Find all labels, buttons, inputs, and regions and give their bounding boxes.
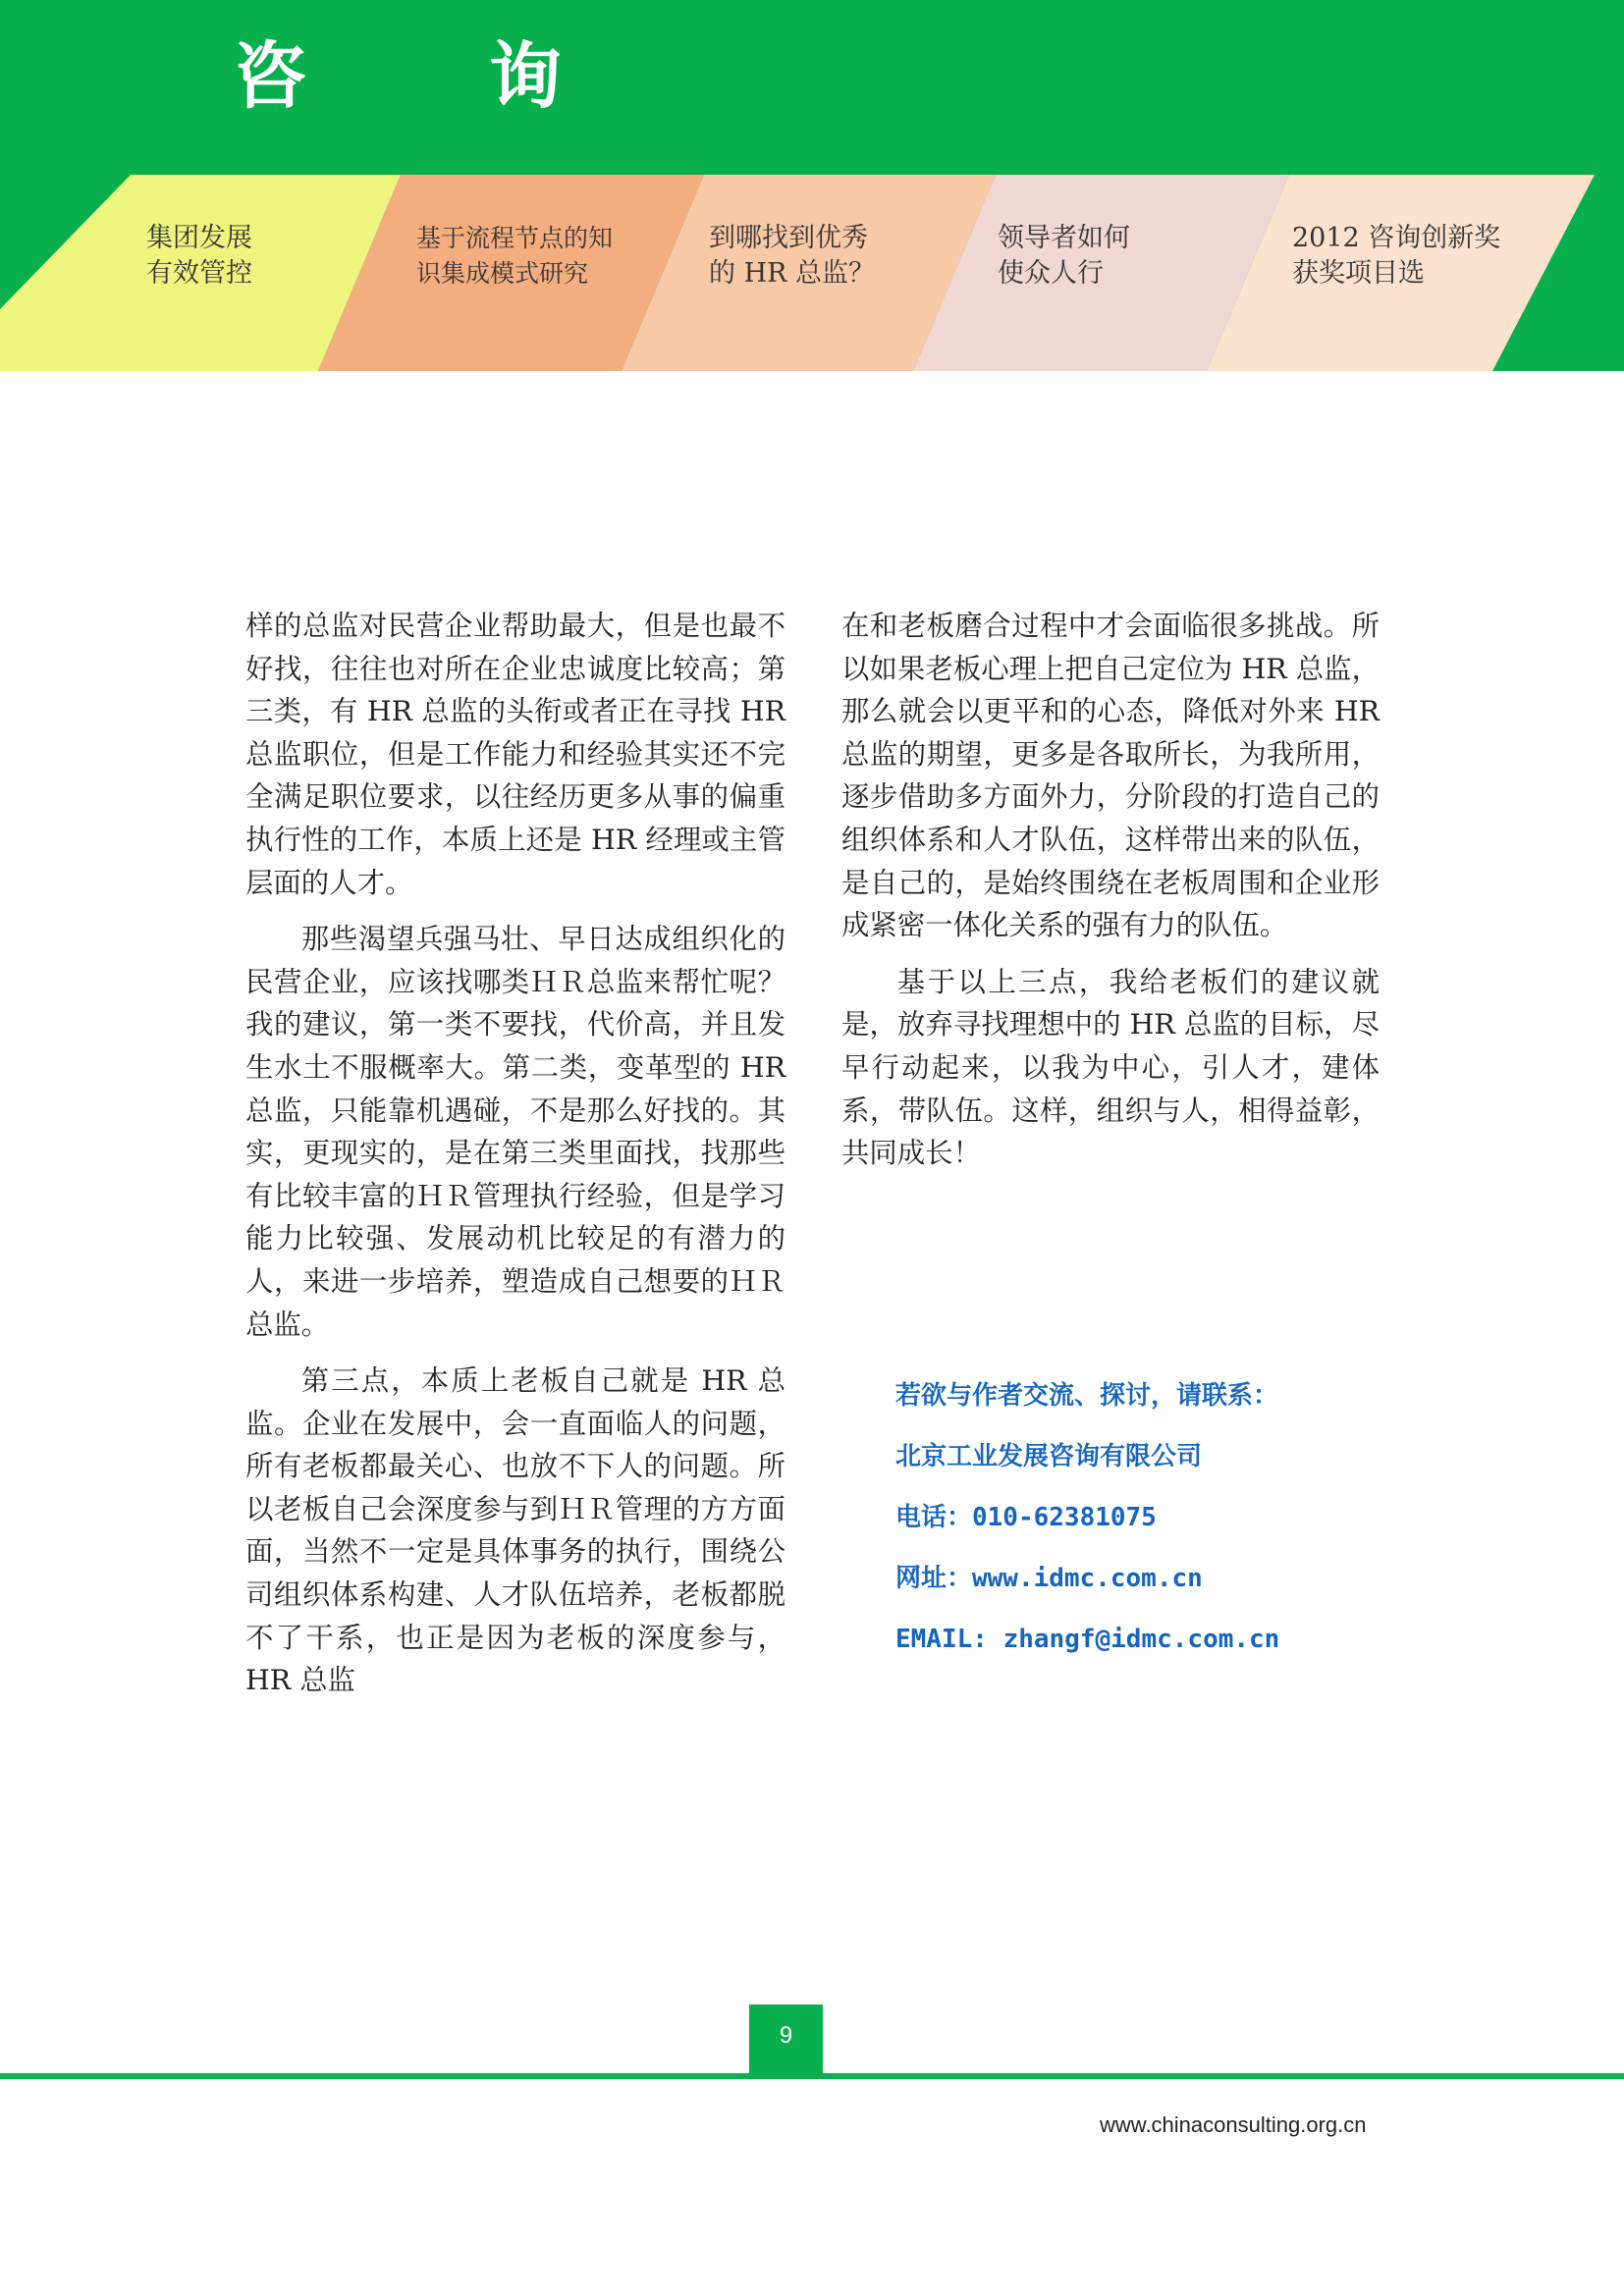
paragraph: 第三点，本质上老板自己就是 HR 总监。企业在发展中，会一直面临人的问题，所有老板都最关心、也放不下人的问题。所以老板自己会深度参与到ＨＲ管理的方方面面，当然不一定是具体事务的执行，围绕公司组织体系构建、人才队伍培养，老板都脱不了干系，也正是因为老板的深度参与，HR 总监 [245, 1364, 785, 1697]
contact-company: 北京工业发展咨询有限公司 [895, 1442, 1203, 1471]
article-column-left [245, 605, 785, 1716]
paragraph: 基于以上三点，我给老板们的建议就是，放弃寻找理想中的 HR 总监的目标，尽早行动起来，以我为中心，引人才，建体系，带队伍。这样，组织与人，相得益彰，共同成长！ [841, 965, 1380, 1170]
tab-label-group-control[interactable]: 集团发展 有效管控 [146, 223, 252, 289]
paragraph: 样的总监对民营企业帮助最大，但是也最不好找，往往也对所在企业忠诚度比较高；第三类，有 HR 总监的头衔或者正在寻找 HR 总监职位，但是工作能力和经验其实还不完全满足职位要求，以往经历更多从事的偏重执行性的工作，本质上还是 HR 经理或主管层面的人才。 [245, 610, 785, 899]
article-column-right [841, 605, 1380, 1189]
contact-email-link[interactable]: EMAIL: zhangf@idmc.com.cn [895, 1625, 1280, 1654]
tab-label-find-hr-director[interactable]: 到哪找到优秀 的 HR 总监？ [709, 223, 876, 289]
contact-block [895, 1374, 1279, 1679]
section-title: 咨 询 [234, 34, 640, 119]
footer-website-link[interactable]: www.chinaconsulting.org.cn [1100, 2112, 1367, 2137]
contact-phone: 电话：010-62381075 [895, 1503, 1157, 1532]
page-number: 9 [749, 2004, 823, 2073]
tab-label-innovation-award[interactable]: 2012 咨询创新奖 获奖项目选 [1292, 223, 1501, 289]
contact-intro: 若欲与作者交流、探讨，请联系： [895, 1381, 1279, 1411]
contact-website-link[interactable]: 网址：www.idmc.com.cn [895, 1564, 1203, 1593]
tab-label-knowledge-integration[interactable]: 基于流程节点的知 识集成模式研究 [416, 224, 614, 288]
tab-strip [0, 0, 1624, 371]
tab-label-leadership[interactable]: 领导者如何 使众人行 [998, 223, 1130, 289]
paragraph: 那些渴望兵强马壮、早日达成组织化的民营企业，应该找哪类ＨＲ总监来帮忙呢？我的建议，第一类不要找，代价高，并且发生水土不服概率大。第二类，变革型的 HR 总监，只能靠机遇碰，不是那么好找的。其实，更现实的，是在第三类里面找，找那些有比较丰富的ＨＲ管理执行经验，但是学习能力比较强、发展动机比较足的有潜力的人，来进一步培养，塑造成自己想要的ＨＲ总监。 [245, 923, 785, 1341]
footer-divider [0, 2073, 1624, 2079]
paragraph: 在和老板磨合过程中才会面临很多挑战。所以如果老板心理上把自己定位为 HR 总监，那么就会以更平和的心态，降低对外来 HR 总监的期望，更多是各取所长，为我所用，逐步借助多方面外力，分阶段的打造自己的组织体系和人才队伍，这样带出来的队伍，是自己的，是始终围绕在老板周围和企业形成紧密一体化关系的强有力的队伍。 [841, 610, 1380, 942]
